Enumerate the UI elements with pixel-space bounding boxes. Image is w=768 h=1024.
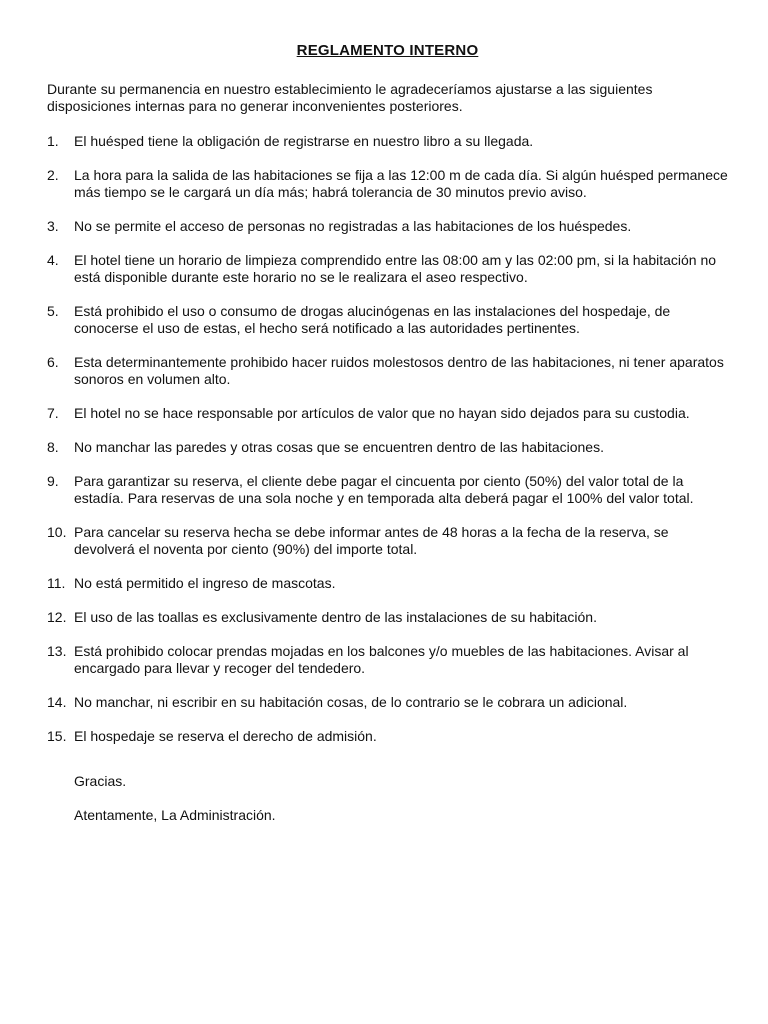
rule-number: 7. (47, 405, 59, 421)
rule-text: Para cancelar su reserva hecha se debe informar antes de 48 horas a la fecha de la reserva, se devolverá el noventa por ciento (90%) del importe total. (74, 524, 669, 557)
rule-text: El hotel no se hace responsable por artículos de valor que no hayan sido dejados para su custodia. (74, 405, 690, 421)
rule-text: No manchar, ni escribir en su habitación cosas, de lo contrario se le cobrara un adicional. (74, 694, 628, 710)
document-title: REGLAMENTO INTERNO (296, 42, 479, 59)
rule-number: 5. (47, 303, 59, 319)
rule-item (47, 643, 728, 677)
rule-text: Para garantizar su reserva, el cliente debe pagar el cincuenta por ciento (50%) del valor total de la estadía. Para reservas de una sola noche y en temporada alta deberá pagar el 100% del valor total. (74, 473, 694, 506)
rule-number: 6. (47, 354, 59, 370)
rule-text: El huésped tiene la obligación de registrarse en nuestro libro a su llegada. (74, 133, 534, 149)
rule-item (47, 473, 728, 507)
rule-text: Está prohibido el uso o consumo de drogas alucinógenas en las instalaciones del hospedaje, de conocerse el uso de estas, el hecho será notificado a las autoridades pertinentes. (74, 303, 671, 336)
rule-number: 8. (47, 439, 59, 455)
rule-item (47, 405, 728, 422)
thanks-text: Gracias. (74, 773, 127, 789)
rule-number: 12. (47, 609, 67, 625)
rule-number: 14. (47, 694, 67, 710)
rule-item (47, 303, 728, 337)
rule-number: 11. (47, 575, 66, 591)
rule-number: 13. (47, 643, 67, 659)
rule-text: No está permitido el ingreso de mascotas. (74, 575, 336, 591)
rule-text: El hospedaje se reserva el derecho de admisión. (74, 728, 377, 744)
rule-item (47, 728, 728, 745)
rule-number: 4. (47, 252, 59, 268)
rule-number: 3. (47, 218, 59, 234)
rule-number: 9. (47, 473, 59, 489)
rule-item (47, 218, 728, 235)
rule-text: La hora para la salida de las habitaciones se fija a las 12:00 m de cada día. Si algún huésped permanece más tiempo se le cargará un día más; habrá tolerancia de 30 minutos previo aviso. (74, 167, 728, 200)
intro-paragraph: Durante su permanencia en nuestro establecimiento le agradeceríamos ajustarse a las siguientes disposiciones internas para no generar inconvenientes posteriores. (47, 81, 653, 114)
rule-text: El hotel tiene un horario de limpieza comprendido entre las 08:00 am y las 02:00 pm, si la habitación no está disponible durante este horario no se le realizara el aseo respectivo. (74, 252, 717, 285)
rule-item (47, 167, 728, 201)
rule-item (47, 575, 728, 592)
rule-item (47, 524, 728, 558)
rule-number: 1. (47, 133, 59, 149)
rule-text: Esta determinantemente prohibido hacer ruidos molestosos dentro de las habitaciones, ni tener aparatos sonoros en volumen alto. (74, 354, 724, 387)
rule-item (47, 439, 728, 456)
rule-item (47, 133, 728, 150)
rule-text: No se permite el acceso de personas no registradas a las habitaciones de los huéspedes. (74, 218, 632, 234)
rule-item (47, 609, 728, 626)
signature-text: Atentamente, La Administración. (74, 807, 276, 823)
rule-text: El uso de las toallas es exclusivamente dentro de las instalaciones de su habitación. (74, 609, 597, 625)
rule-number: 15. (47, 728, 67, 744)
rule-number: 2. (47, 167, 59, 183)
rule-item (47, 252, 728, 286)
rule-text: No manchar las paredes y otras cosas que se encuentren dentro de las habitaciones. (74, 439, 604, 455)
rule-item (47, 694, 728, 711)
rule-text: Está prohibido colocar prendas mojadas en los balcones y/o muebles de las habitaciones. Avisar al encargado para llevar y recoger del tendedero. (74, 643, 689, 676)
rules-list (47, 133, 728, 745)
rule-item (47, 354, 728, 388)
closing-block (74, 773, 728, 824)
rule-number: 10. (47, 524, 67, 540)
